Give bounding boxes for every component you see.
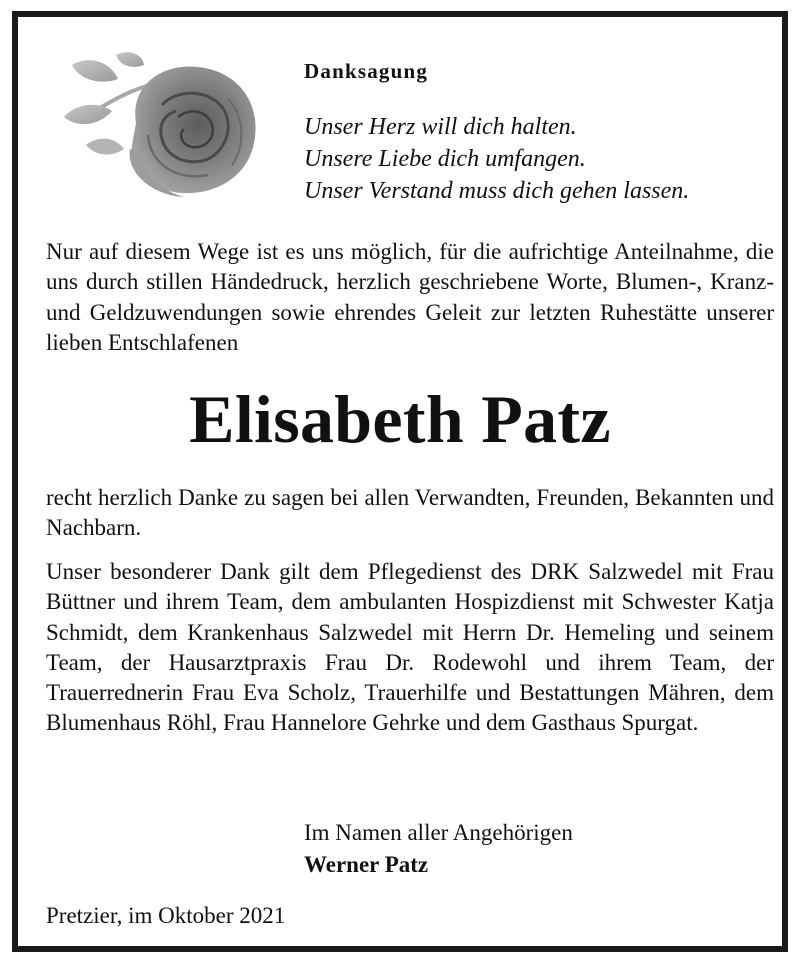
place-date: Pretzier, im Oktober 2021 — [46, 903, 286, 928]
deceased-name: Elisabeth Patz — [189, 381, 611, 457]
obituary-notice — [12, 11, 788, 952]
poem-line: Unsere Liebe dich umfangen. — [304, 146, 586, 172]
rose-icon — [58, 45, 270, 203]
signature-intro: Im Namen aller Angehörigen — [304, 820, 573, 845]
thanks-paragraph-special: Unser besonderer Dank gilt dem Pflegedienst des DRK Salzwedel mit Frau Büttner und ihrem Team, dem ambulanten Hospizdienst mit Schwester Katja Schmidt, dem Krankenhaus Salzwedel mit Herrn Dr. Hemeling und seinem Team, der Hausarztpraxis Frau Dr. Rodewohl und ihrem Team, der Trauerrednerin Frau Eva Scholz, Trauerhilfe und Bestattungen Mähren, dem Blumenhaus Röhl, Frau Hannelore Gehrke und dem Gasthaus Spurgat. — [46, 559, 774, 736]
signature-block — [304, 817, 573, 881]
signer-name: Werner Patz — [304, 852, 429, 877]
thanks-paragraph-relatives: recht herzlich Danke zu sagen bei allen Verwandten, Freunden, Bekannten und Nachbarn. — [46, 485, 774, 541]
poem-line: Unser Verstand muss dich gehen lassen. — [304, 178, 690, 204]
poem — [304, 111, 689, 207]
thanks-paragraph-intro: Nur auf diesem Wege ist es uns möglich, für die aufrichtige Anteilnahme, die uns durch stillen Händedruck, herzlich geschriebene Worte, Blumen-, Kranz- und Geldzuwendungen sowie ehrendes Geleit zur letzten Ruhestätte unserer lieben Entschlafenen — [46, 239, 774, 355]
poem-line: Unser Herz will dich halten. — [304, 114, 577, 140]
notice-heading: Danksagung — [304, 59, 429, 83]
